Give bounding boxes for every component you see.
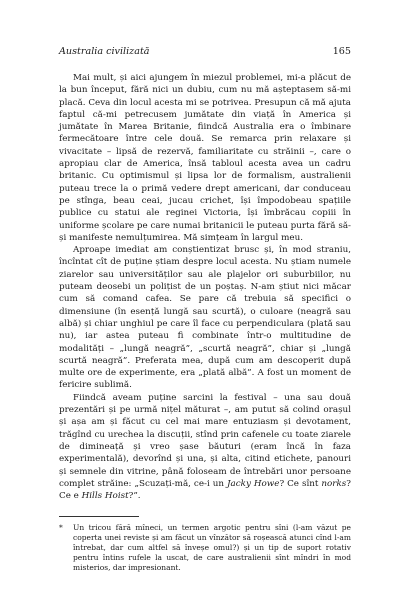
running-head: Australia civilizată — [59, 46, 150, 57]
page-number: 165 — [332, 46, 351, 57]
footnote-divider — [59, 516, 139, 517]
italic-term-norks: norks — [321, 478, 347, 489]
body-text — [59, 72, 351, 502]
book-page — [59, 46, 351, 573]
page-header — [59, 46, 351, 58]
footnote — [59, 523, 351, 573]
footnote-marker: * — [59, 523, 63, 533]
paragraph-1: Mai mult, și aici ajungem în miezul problemei, mi-a plăcut de la bun început, fără nici un dubiu, cum nu mă așteptasem să-mi placă. Ceva din locul acesta mi se potrivea. Presupun că mă ajuta faptul că-mi petrecusem jumătate din viață în America și jumătate în Marea Britanie, fiindcă Australia era o îmbinare fermecătoare între cele două. Se remarca prin relaxare și vivacitate – lipsă de rezervă, familiaritate cu străinii –, care o apropiau clar de America, însă tabloul acesta avea un cadru britanic. Cu optimismul și lipsa lor de formalism, australienii puteau trece la o primă vedere drept americani, dar conduceau pe stînga, beau ceai, jucau crichet, își împodobeau spațiile publice cu statui ale reginei Victoria, își îmbrăcau copiii în uniforme școlare pe care numai britanicii le puteau purta fără să-și manifeste nemulțumirea. Mă simțeam în largul meu. — [59, 73, 351, 243]
paragraph-2: Aproape imediat am conștientizat brusc și, în mod straniu, încîntat cît de puține știam despre locul acesta. Nu știam numele ziarelor sau universităților sau ale plajelor ori suburbiilor, nu puteam deosebi un polițist de un poștaș. N-am știut nici măcar cum să comand cafea. Se pare că trebuia să specifici o dimensiune (în esență lungă sau scurtă), o culoare (neagră sau albă) și chiar unghiul pe care îl face cu perpendiculara (plată sau nu), iar astea puteau fi combinate într-o multitudine de modalități – „lungă neagră”, „scurtă neagră”, chiar și „lungă scurtă neagră”. Preferata mea, după cum am descoperit după multe ore de experimente, era „plată albă”. A fost un moment de fericire sublimă. — [59, 245, 351, 391]
italic-term-hills-hoist: Hills Hoist — [81, 491, 129, 502]
paragraph-3 — [59, 392, 351, 503]
italic-term-jacky-howe: Jacky Howe — [227, 478, 280, 489]
paragraph-3-text: Fiindcă aveam puține sarcini la festival – una sau două prezentări și pe urmă nițel măturat –, am putut să colind orașul și așa am și făcut cu cel mai mare entuziasm și devotament, trăgînd cu urechea la discuții, stînd prin cafenele cu toate ziarele de dimineață și vreo șase băuturi (eram încă în faza experimentală), devorînd și una, și alta, citind etichete, panouri și semnele din vitrine, până foloseam de întrebări unor persoane complet străine: „Scuzați-mă, ce-i un — [59, 392, 351, 489]
footnote-text: Un tricou fără mîneci, un termen argotic pentru sîni (l-am văzut pe coperta unei reviste și am făcut un vînzător să roșească atunci cînd l-am întrebat, dar cum altfel să înveșe omul?) și un tip de suport rotativ pentru întins rufele la uscat, de care australienii sînt mîndri în mod misterios, dar impresionant. — [73, 523, 351, 573]
paragraph-3-text-middle: ? Ce sînt — [279, 478, 322, 489]
paragraph-3-text-middle-2: ? Ce e — [59, 478, 351, 502]
paragraph-3-text-end: ?”. — [128, 491, 141, 502]
